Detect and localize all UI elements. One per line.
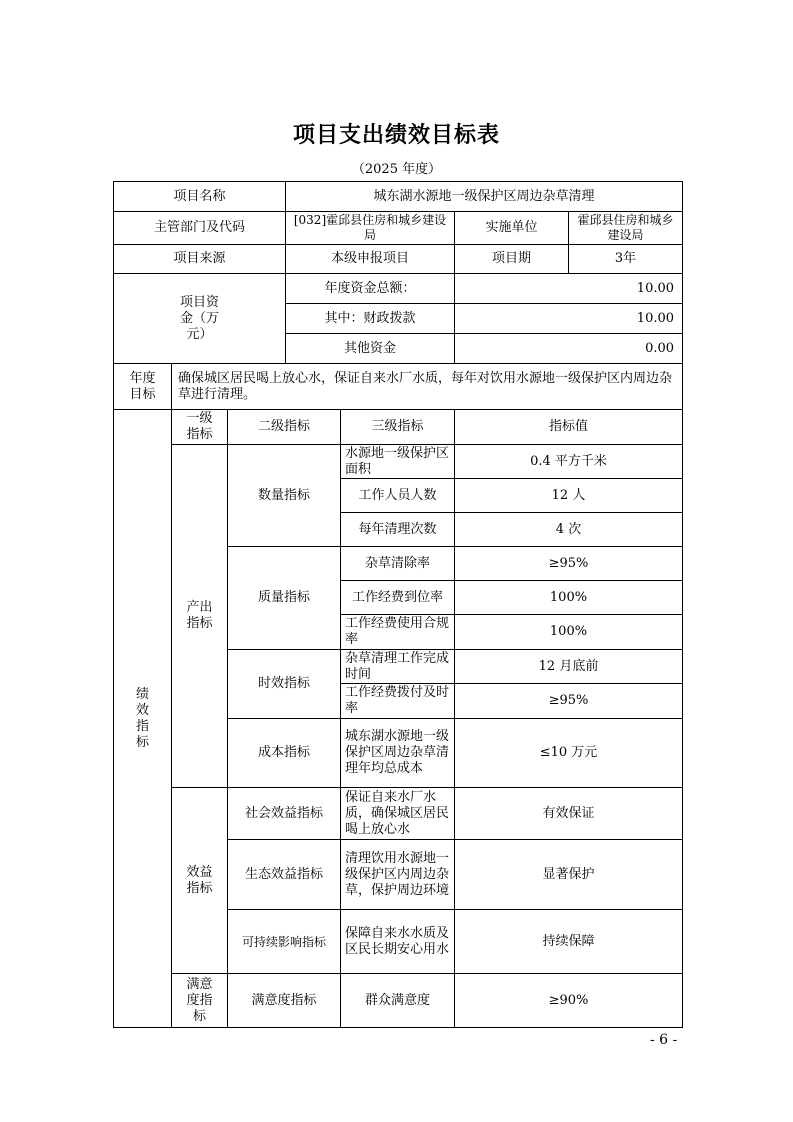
satisfaction-label: 满意度指标	[228, 974, 341, 1028]
ql3-value: 100%	[455, 615, 683, 650]
q2-name: 工作人员人数	[341, 479, 455, 513]
su1-name: 保障自来水水质及区民长期安心用水	[341, 910, 455, 974]
s1-value: 有效保证	[455, 788, 683, 840]
sa1-name: 群众满意度	[341, 974, 455, 1028]
sustain-label: 可持续影响指标	[228, 910, 341, 974]
header-level2: 二级指标	[228, 410, 341, 445]
fund-fiscal-value: 10.00	[455, 304, 683, 334]
dept-value: [032]霍邱县住房和城乡建设局	[286, 212, 455, 245]
fund-total-label: 年度资金总额：	[286, 274, 455, 304]
page-number: - 6 -	[650, 1032, 678, 1048]
t2-value: ≥95%	[455, 684, 683, 719]
q2-value: 12 人	[455, 479, 683, 513]
sa1-value: ≥90%	[455, 974, 683, 1028]
perf-side-label: 绩效指标	[114, 410, 172, 1028]
q1-value: 0.4 平方千米	[455, 445, 683, 479]
quality-label: 质量指标	[228, 547, 341, 650]
header-level3: 三级指标	[341, 410, 455, 445]
impl-unit-label: 实施单位	[455, 212, 569, 245]
t1-name: 杂草清理工作完成时间	[341, 650, 455, 684]
period-value: 3年	[569, 245, 683, 274]
page-title: 项目支出绩效目标表	[292, 123, 500, 148]
performance-table	[113, 409, 683, 1028]
cost-label: 成本指标	[228, 719, 341, 788]
fund-label: 项目资金（万元）	[114, 274, 286, 364]
c1-name: 城东湖水源地一级保护区周边杂草清理年均总成本	[341, 719, 455, 788]
e1-value: 显著保护	[455, 840, 683, 910]
ql1-name: 杂草清除率	[341, 547, 455, 581]
social-label: 社会效益指标	[228, 788, 341, 840]
annual-goal-table	[113, 363, 683, 410]
time-label: 时效指标	[228, 650, 341, 719]
source-label: 项目来源	[114, 245, 286, 274]
project-info-table	[113, 181, 683, 364]
fund-other-label: 其他资金	[286, 334, 455, 364]
q3-value: 4 次	[455, 513, 683, 547]
ql3-name: 工作经费使用合规率	[341, 615, 455, 650]
output-label: 产出指标	[172, 445, 228, 788]
q3-name: 每年清理次数	[341, 513, 455, 547]
c1-value: ≤10 万元	[455, 719, 683, 788]
goal-label: 年度目标	[114, 364, 172, 410]
ql2-value: 100%	[455, 581, 683, 615]
t1-value: 12 月底前	[455, 650, 683, 684]
ql2-name: 工作经费到位率	[341, 581, 455, 615]
year-subtitle: （2025 年度）	[351, 162, 442, 177]
eco-label: 生态效益指标	[228, 840, 341, 910]
ql1-value: ≥95%	[455, 547, 683, 581]
dept-label: 主管部门及代码	[114, 212, 286, 245]
s1-name: 保证自来水厂水质，确保城区居民喝上放心水	[341, 788, 455, 840]
satisfaction-l1-label: 满意度指标	[172, 974, 228, 1028]
fund-fiscal-label: 其中：财政拨款	[286, 304, 455, 334]
impl-unit-value: 霍邱县住房和城乡建设局	[569, 212, 683, 245]
t2-name: 工作经费拨付及时率	[341, 684, 455, 719]
source-value: 本级申报项目	[286, 245, 455, 274]
header-value: 指标值	[455, 410, 683, 445]
benefit-label: 效益指标	[172, 788, 228, 974]
goal-text: 确保城区居民喝上放心水，保证自来水厂水质，每年对饮用水源地一级保护区内周边杂草进行清理。	[172, 364, 683, 410]
su1-value: 持续保障	[455, 910, 683, 974]
quantity-label: 数量指标	[228, 445, 341, 547]
fund-total-value: 10.00	[455, 274, 683, 304]
header-level1: 一级指标	[172, 410, 228, 445]
project-name-label: 项目名称	[114, 182, 286, 212]
e1-name: 清理饮用水源地一级保护区内周边杂草，保护周边环境	[341, 840, 455, 910]
period-label: 项目期	[455, 245, 569, 274]
fund-other-value: 0.00	[455, 334, 683, 364]
q1-name: 水源地一级保护区面积	[341, 445, 455, 479]
project-name-value: 城东湖水源地一级保护区周边杂草清理	[286, 182, 683, 212]
